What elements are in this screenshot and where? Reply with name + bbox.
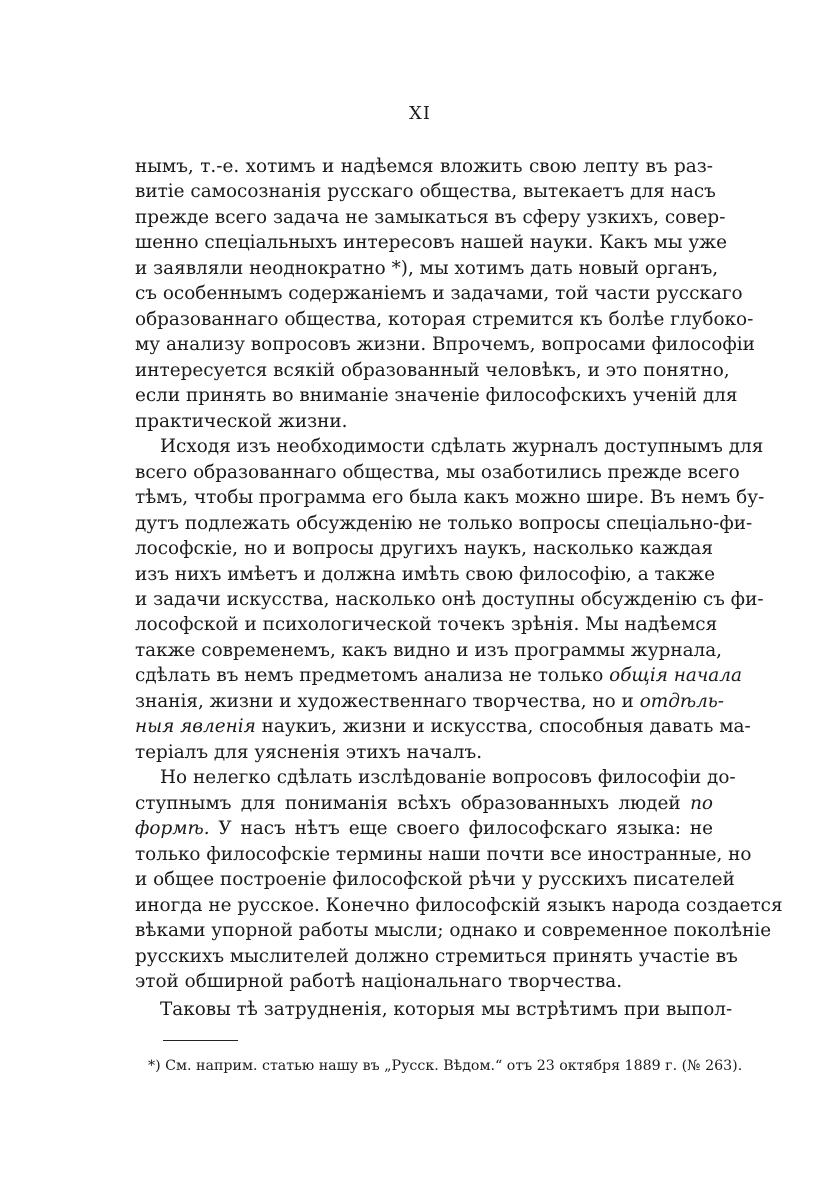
text-line: лософской и психологической точекъ зрѣнія. Мы надѣемся — [135, 614, 718, 635]
text-line: Исходя изъ необходимости сдѣлать журналъ доступнымъ для — [160, 436, 764, 457]
italic-phrase: формѣ. — [135, 818, 210, 839]
text-run: сдѣлать въ немъ предметомъ анализа не только — [135, 665, 604, 686]
text-line: этой обширной работѣ національнаго творчества. — [135, 971, 623, 992]
text-line: витіе самосознанія русскаго общества, вытекаетъ для насъ — [135, 181, 716, 202]
text-line: практической жизни. — [135, 411, 348, 432]
italic-phrase: общія начала — [609, 665, 742, 686]
text-line: Таковы тѣ затрудненія, которыя мы встрѣтимъ при выпол- — [160, 999, 733, 1020]
text-line: иногда не русское. Конечно философскій языкъ народа создается — [135, 895, 783, 916]
text-line: русскихъ мыслителей должно стремиться принять участіе въ — [135, 946, 738, 967]
text-line: и общее построеніе философской рѣчи у русскихъ писателей — [135, 869, 735, 890]
text-line: нымъ, т.-е. хотимъ и надѣемся вложить свою лепту въ раз- — [135, 156, 713, 177]
text-line: изъ нихъ имѣетъ и должна имѣть свою философію, а также — [135, 564, 715, 585]
text-run: наукиъ, жизни и искусства, способныя давать ма- — [261, 716, 751, 737]
text-line: всего образованнаго общества, мы озаботились прежде всего — [135, 462, 740, 483]
text-line: Но нелегко сдѣлать изслѣдованіе вопросовъ философіи до- — [160, 767, 736, 788]
text-run: знанія, жизни и художественнаго творчества, но и — [135, 691, 634, 712]
text-line: дутъ подлежать обсужденію не только вопросы спеціально-фи- — [135, 513, 753, 534]
text-run: У насъ нѣтъ еще своего философскаго языка: не — [218, 818, 713, 839]
page-number: XI — [409, 103, 431, 124]
text-line: образованнаго общества, которая стремится къ болѣе глубоко- — [135, 309, 754, 330]
text-line: съ особеннымъ содержаніемъ и задачами, той части русскаго — [135, 283, 743, 304]
text-line: вѣками упорной работы мысли; однако и современное поколѣніе — [135, 920, 772, 941]
text-line: прежде всего задача не замыкаться въ сферу узкихъ, совер- — [135, 207, 726, 228]
text-line: лософскіе, но и вопросы другихъ наукъ, насколько каждая — [135, 538, 713, 559]
text-line: также современемъ, какъ видно и изъ программы журнала, — [135, 640, 723, 661]
footnote: *) См. наприм. статью нашу въ „Русск. Вѣдом.“ отъ 23 октября 1889 г. (№ 263). — [148, 1058, 743, 1074]
footnote-rule — [163, 1040, 238, 1041]
text-line: тѣмъ, чтобы программа его была какъ можно шире. Въ немъ бу- — [135, 487, 765, 508]
italic-phrase: ныя явленія — [135, 716, 256, 737]
text-line: шенно спеціальныхъ интересовъ нашей науки. Какъ мы уже — [135, 232, 727, 253]
text-line: если принять во вниманіе значеніе философскихъ ученій для — [135, 385, 738, 406]
text-line: интересуется всякій образованный человѣкъ, и это понятно, — [135, 360, 730, 381]
text-run: ступнымъ для пониманія всѣхъ образованныхъ людей — [135, 793, 681, 814]
text-line: и задачи искусства, насколько онѣ доступны обсужденію съ фи- — [135, 589, 764, 610]
text-line: и заявляли неоднократно *), мы хотимъ дать новый органъ, — [135, 258, 719, 279]
text-line: теріалъ для уясненія этихъ началъ. — [135, 742, 483, 763]
text-line: только философскіе термины наши почти все иностранные, но — [135, 844, 752, 865]
italic-phrase: отдѣль- — [639, 691, 725, 712]
italic-phrase: по — [690, 793, 713, 814]
text-line: му анализу вопросовъ жизни. Впрочемъ, вопросами философіи — [135, 334, 755, 355]
